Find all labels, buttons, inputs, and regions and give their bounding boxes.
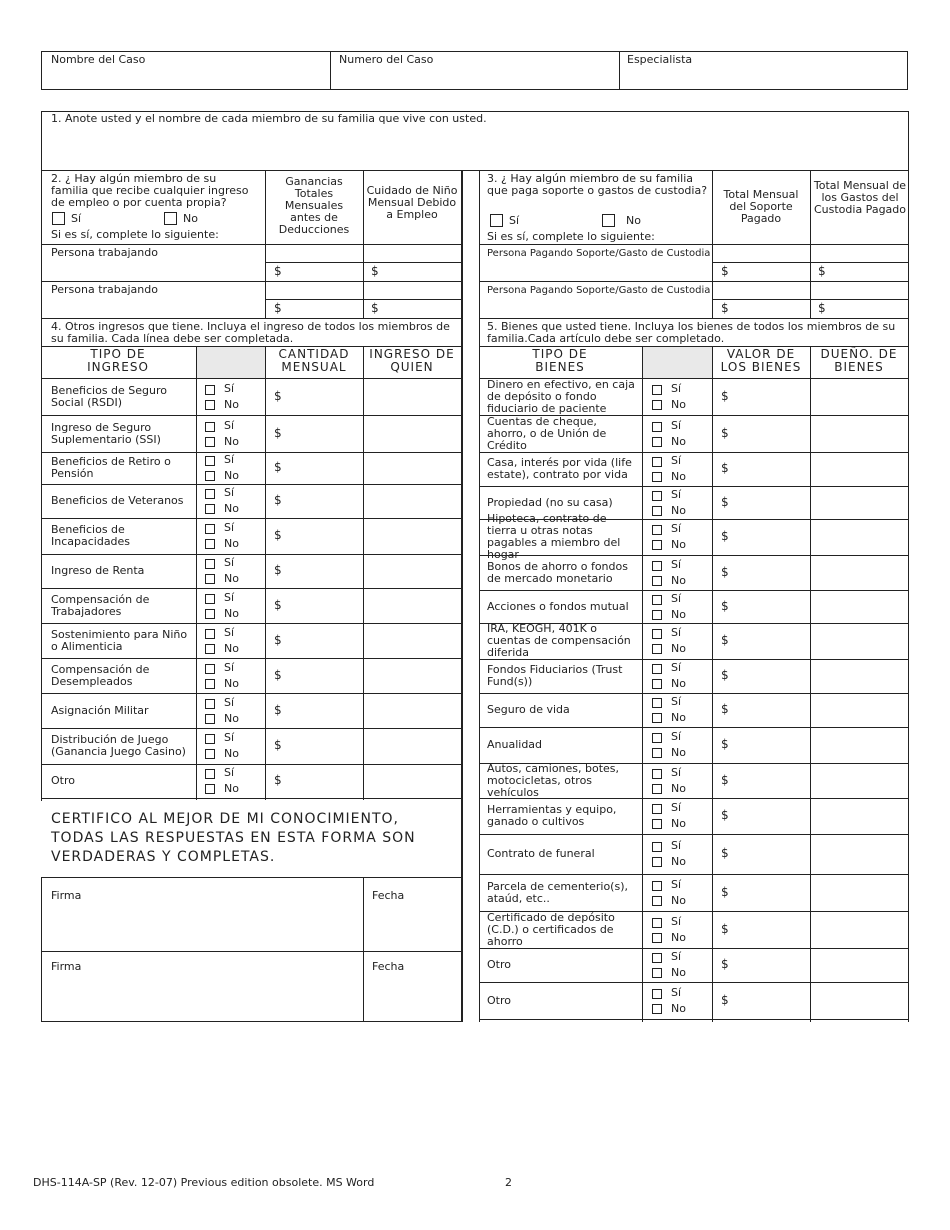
row-divider — [479, 452, 908, 453]
q4-row-type: Beneficios de Veteranos — [51, 494, 184, 507]
q5-row-yes-checkbox[interactable] — [652, 664, 662, 674]
q4-row-no-checkbox[interactable] — [205, 539, 215, 549]
q5-row-amount-dollar[interactable]: $ — [721, 737, 729, 751]
q3-no-label: No — [626, 214, 641, 227]
q5-row-amount-dollar[interactable]: $ — [721, 633, 729, 647]
divider — [712, 262, 908, 263]
q2-col-earnings: Ganancias Totales Mensuales antes de Deducciones — [278, 175, 350, 236]
q4-row-no-label: No — [224, 572, 239, 585]
q5-header-value: VALOR DE LOS BIENES — [720, 347, 802, 374]
q3-dollar[interactable]: $ — [818, 264, 826, 278]
q4-row-yes-checkbox[interactable] — [205, 456, 215, 466]
q4-row-amount-dollar[interactable]: $ — [274, 667, 282, 682]
q4-row-no-checkbox[interactable] — [205, 784, 215, 794]
q4-row-no-checkbox[interactable] — [205, 471, 215, 481]
row-divider — [41, 623, 461, 624]
q2-dollar[interactable]: $ — [274, 301, 282, 315]
q3-person-2[interactable]: Persona Pagando Soporte/Gasto de Custodia — [487, 285, 711, 296]
q5-row-no-label: No — [671, 893, 686, 907]
divider — [712, 299, 908, 300]
divider — [41, 318, 461, 319]
q5-row-yes-label: Sí — [671, 765, 682, 779]
q5-row-no-checkbox[interactable] — [652, 506, 662, 516]
q4-row-yes-checkbox[interactable] — [205, 385, 215, 395]
q3-dollar[interactable]: $ — [721, 301, 729, 315]
q5-row-type: Cuentas de cheque, ahorro, o de Unión de Crédito — [487, 414, 607, 452]
q4-row-no-checkbox[interactable] — [205, 609, 215, 619]
q5-row-type: Seguro de vida — [487, 703, 570, 716]
q5-row-amount-dollar[interactable]: $ — [721, 921, 729, 936]
q4-row-yes-label: Sí — [224, 486, 235, 499]
q4-row-type: Distribución de Juego (Ganancia Juego Casino) — [51, 733, 186, 758]
row-divider — [479, 1019, 908, 1020]
q5-row-yes-checkbox[interactable] — [652, 422, 662, 432]
q5-row-no-checkbox[interactable] — [652, 748, 662, 758]
row-divider — [479, 834, 908, 835]
q3-col-support: Total Mensual del Soporte Pagado — [723, 188, 799, 225]
q5-row-type: Casa, interés por vida (life estate), contrato por vida — [487, 456, 632, 481]
q4-row-amount-dollar[interactable]: $ — [274, 738, 282, 752]
row-divider — [479, 659, 908, 660]
q5-row-yes-label: Sí — [671, 557, 682, 571]
q3-dollar[interactable]: $ — [818, 301, 826, 315]
q4-row-no-label: No — [224, 782, 239, 795]
q2-question: 2. ¿ Hay algún miembro de su familia que recibe cualquier ingreso de empleo o por cuenta propia? — [51, 172, 249, 209]
q5-row-amount-dollar[interactable]: $ — [721, 668, 729, 682]
q5-row-type: Hipoteca, contrato de tierra u otras notas pagables a miembro del hogar — [487, 512, 621, 561]
q4-row-no-label: No — [224, 747, 239, 760]
q4-row-no-checkbox[interactable] — [205, 574, 215, 584]
q5-row-type: Otro — [487, 958, 511, 971]
q4-row-no-label: No — [224, 397, 239, 411]
q4-label: 4. Otros ingresos que tiene. Incluya el ingreso de todos los miembros de su familia. Cada línea debe ser completada. — [51, 320, 450, 345]
q4-row-no-label: No — [224, 641, 239, 655]
q5-row-type: Autos, camiones, botes, motocicletas, otros vehículos — [487, 761, 620, 799]
q5-row-no-label: No — [671, 503, 686, 517]
q5-row-no-label: No — [671, 817, 686, 830]
specialist-field[interactable]: Especialista — [627, 53, 693, 66]
q4-row-type: Otro — [51, 774, 75, 787]
q5-row-no-checkbox[interactable] — [652, 857, 662, 867]
row-divider — [479, 590, 908, 591]
q4-row-yes-label: Sí — [224, 731, 235, 744]
row-divider — [41, 658, 461, 659]
q4-row-no-checkbox[interactable] — [205, 644, 215, 654]
q5-row-amount-dollar[interactable]: $ — [721, 461, 729, 475]
q4-row-yes-label: Sí — [224, 660, 235, 674]
divider — [642, 346, 643, 1022]
q2-col-childcare: Cuidado de Niño Mensual Debido a Empleo — [366, 184, 458, 221]
q4-row-yes-checkbox[interactable] — [205, 559, 215, 569]
q5-header-owner: DUEÑO. DE BIENES — [820, 347, 898, 374]
shaded-header — [643, 347, 712, 378]
q5-row-no-checkbox[interactable] — [652, 679, 662, 689]
q5-row-amount-dollar[interactable]: $ — [721, 884, 729, 899]
divider — [265, 262, 461, 263]
q4-row-amount-dollar[interactable]: $ — [274, 773, 282, 787]
divider — [41, 281, 461, 282]
row-divider — [479, 874, 908, 875]
q4-row-yes-label: Sí — [224, 695, 235, 709]
q4-row-type: Beneficios de Incapacidades — [51, 523, 131, 548]
q4-row-no-checkbox[interactable] — [205, 437, 215, 447]
q5-row-amount-dollar[interactable]: $ — [721, 702, 729, 716]
q4-row-amount-dollar[interactable]: $ — [274, 388, 282, 403]
q5-row-yes-checkbox[interactable] — [652, 491, 662, 501]
page-number: 2 — [505, 1176, 512, 1189]
q5-row-yes-label: Sí — [671, 985, 682, 999]
row-divider — [41, 415, 461, 416]
q4-row-type: Ingreso de Seguro Suplementario (SSI) — [51, 420, 161, 446]
q5-row-amount-dollar[interactable]: $ — [721, 846, 729, 860]
q4-row-no-checkbox[interactable] — [205, 714, 215, 724]
q5-row-yes-checkbox[interactable] — [652, 881, 662, 891]
q4-row-yes-checkbox[interactable] — [205, 629, 215, 639]
q5-row-yes-checkbox[interactable] — [652, 918, 662, 928]
case-header-box — [41, 51, 908, 90]
q5-row-yes-checkbox[interactable] — [652, 457, 662, 467]
q4-row-yes-checkbox[interactable] — [205, 734, 215, 744]
row-divider — [479, 727, 908, 728]
q5-row-no-label: No — [671, 434, 686, 448]
q4-row-yes-checkbox[interactable] — [205, 664, 215, 674]
divider — [479, 281, 908, 282]
q5-row-type: Bonos de ahorro o fondos de mercado monetario — [487, 559, 628, 585]
q5-row-no-label: No — [671, 1001, 686, 1015]
q5-row-no-checkbox[interactable] — [652, 644, 662, 654]
q4-row-yes-label: Sí — [224, 521, 235, 534]
q5-row-no-label: No — [671, 966, 686, 979]
row-divider — [41, 693, 461, 694]
q5-row-no-checkbox[interactable] — [652, 968, 662, 978]
q5-row-no-checkbox[interactable] — [652, 400, 662, 410]
q4-row-no-label: No — [224, 676, 239, 690]
q5-row-yes-checkbox[interactable] — [652, 595, 662, 605]
q5-row-type: Contrato de funeral — [487, 847, 595, 860]
q4-row-no-checkbox[interactable] — [205, 749, 215, 759]
q5-row-type: Parcela de cementerio(s), ataúd, etc.. — [487, 879, 628, 905]
q2-yes-checkbox[interactable] — [52, 212, 65, 225]
q4-row-yes-label: Sí — [224, 418, 235, 432]
q5-row-no-label: No — [671, 746, 686, 759]
q5-row-no-label: No — [671, 711, 686, 724]
q5-row-no-label: No — [671, 397, 686, 411]
q4-row-amount-dollar[interactable]: $ — [274, 528, 282, 542]
q3-if-yes: Si es sí, complete lo siguiente: — [487, 230, 655, 243]
q5-row-yes-label: Sí — [671, 877, 682, 891]
q4-header-from: INGRESO DE QUIEN — [369, 347, 455, 374]
divider — [41, 378, 461, 379]
q5-row-amount-dollar[interactable]: $ — [721, 564, 729, 579]
q5-row-amount-dollar[interactable]: $ — [721, 957, 729, 971]
q5-row-no-checkbox[interactable] — [652, 819, 662, 829]
q5-row-yes-checkbox[interactable] — [652, 629, 662, 639]
q5-row-yes-label: Sí — [671, 454, 682, 467]
q5-row-no-label: No — [671, 855, 686, 868]
q5-row-no-label: No — [671, 607, 686, 621]
divider — [712, 346, 713, 1022]
q5-row-yes-checkbox[interactable] — [652, 769, 662, 779]
q4-row-yes-label: Sí — [224, 766, 235, 779]
q5-row-amount-dollar[interactable]: $ — [721, 425, 729, 440]
q5-row-amount-dollar[interactable]: $ — [721, 529, 729, 543]
q4-row-type: Sostenimiento para Niño o Alimenticia — [51, 627, 188, 653]
row-divider — [479, 982, 908, 983]
q5-row-yes-label: Sí — [671, 839, 682, 852]
divider — [41, 1021, 462, 1022]
q4-row-amount-dollar[interactable]: $ — [274, 597, 282, 612]
q3-dollar[interactable]: $ — [721, 264, 729, 278]
q4-row-yes-checkbox[interactable] — [205, 524, 215, 534]
divider — [479, 244, 908, 245]
date-2[interactable]: Fecha — [372, 960, 405, 973]
q4-row-type: Compensación de Desempleados — [51, 662, 150, 688]
q5-row-type: Herramientas y equipo, ganado o cultivos — [487, 803, 617, 828]
q5-row-no-checkbox[interactable] — [652, 933, 662, 943]
q4-header-amount: CANTIDAD MENSUAL — [278, 347, 350, 374]
q5-row-no-label: No — [671, 930, 686, 944]
q4-row-yes-label: Sí — [224, 381, 235, 395]
q5-row-type: Dinero en efectivo, en caja de depósito o fondo fiduciario de paciente — [487, 377, 635, 415]
q4-header-type: TIPO DE INGRESO — [87, 347, 149, 374]
row-divider — [41, 798, 461, 799]
divider — [41, 244, 461, 245]
q5-row-amount-dollar[interactable]: $ — [721, 772, 729, 787]
q2-no-checkbox[interactable] — [164, 212, 177, 225]
q5-row-no-label: No — [671, 677, 686, 690]
row-divider — [41, 452, 461, 453]
row-divider — [479, 693, 908, 694]
q2-dollar[interactable]: $ — [371, 264, 379, 278]
q4-row-no-checkbox[interactable] — [205, 400, 215, 410]
q4-row-amount-dollar[interactable]: $ — [274, 460, 282, 474]
q4-row-yes-checkbox[interactable] — [205, 769, 215, 779]
divider — [41, 877, 42, 1022]
row-divider — [41, 484, 461, 485]
row-divider — [479, 486, 908, 487]
q4-row-yes-checkbox[interactable] — [205, 489, 215, 499]
q5-row-yes-label: Sí — [671, 418, 682, 432]
q4-row-type: Beneficios de Seguro Social (RSDI) — [51, 383, 168, 409]
q3-yes-label: Sí — [509, 214, 520, 227]
q5-row-yes-label: Sí — [671, 695, 682, 708]
q4-row-amount-dollar[interactable]: $ — [274, 563, 282, 577]
q5-row-type: Propiedad (no su casa) — [487, 495, 613, 509]
divider — [41, 951, 461, 952]
q5-row-no-label: No — [671, 470, 686, 483]
q5-row-no-checkbox[interactable] — [652, 437, 662, 447]
q5-row-no-label: No — [671, 781, 686, 795]
q5-row-no-checkbox[interactable] — [652, 896, 662, 906]
row-divider — [41, 588, 461, 589]
row-divider — [41, 728, 461, 729]
q5-header-type: TIPO DE BIENES — [532, 347, 588, 374]
q4-row-yes-label: Sí — [224, 556, 235, 569]
q3-question: 3. ¿ Hay algún miembro de su familia que paga soporte o gastos de custodia? — [487, 172, 708, 197]
q3-yes-checkbox[interactable] — [490, 214, 503, 227]
q5-row-no-checkbox[interactable] — [652, 784, 662, 794]
q5-row-yes-checkbox[interactable] — [652, 842, 662, 852]
row-divider — [479, 948, 908, 949]
divider — [619, 51, 620, 90]
q5-row-no-label: No — [671, 538, 686, 551]
q2-yes-label: Sí — [71, 212, 82, 225]
signature-2[interactable]: Firma — [51, 960, 82, 973]
q5-row-yes-checkbox[interactable] — [652, 385, 662, 395]
q3-col-custody: Total Mensual de los Gastos del Custodia Pagado — [813, 179, 907, 216]
date-1[interactable]: Fecha — [372, 889, 405, 902]
q5-row-no-checkbox[interactable] — [652, 540, 662, 550]
q4-row-amount-dollar[interactable]: $ — [274, 702, 282, 717]
q5-row-no-label: No — [671, 573, 686, 587]
q5-row-no-label: No — [671, 642, 686, 655]
q5-row-yes-checkbox[interactable] — [652, 698, 662, 708]
center-border — [461, 171, 463, 1022]
q5-row-yes-label: Sí — [671, 591, 682, 605]
case-number-field[interactable]: Numero del Caso — [339, 53, 434, 66]
divider — [265, 299, 461, 300]
q5-row-no-checkbox[interactable] — [652, 1004, 662, 1014]
q4-row-no-checkbox[interactable] — [205, 504, 215, 514]
signature-1[interactable]: Firma — [51, 889, 82, 902]
q5-row-no-checkbox[interactable] — [652, 713, 662, 723]
q5-row-type: IRA, KEOGH, 401K o cuentas de compensación diferida — [487, 622, 631, 659]
divider — [41, 877, 461, 878]
right-border — [908, 171, 909, 1022]
q5-row-yes-label: Sí — [671, 950, 682, 963]
q4-row-no-label: No — [224, 606, 239, 620]
q5-row-yes-label: Sí — [671, 522, 682, 535]
q4-row-amount-dollar[interactable]: $ — [274, 632, 282, 647]
row-divider — [41, 764, 461, 765]
q4-row-type: Beneficios de Retiro o Pensión — [51, 455, 171, 480]
q2-dollar[interactable]: $ — [274, 264, 282, 278]
form-id: DHS-114A-SP (Rev. 12-07) Previous edition obsolete. MS Word — [33, 1176, 375, 1189]
q1-label: 1. Anote usted y el nombre de cada miembro de su familia que vive con usted. — [51, 112, 487, 125]
q5-row-no-checkbox[interactable] — [652, 472, 662, 482]
q5-row-no-checkbox[interactable] — [652, 576, 662, 586]
q5-row-yes-label: Sí — [671, 381, 682, 395]
q5-row-yes-label: Sí — [671, 661, 682, 674]
q4-row-no-checkbox[interactable] — [205, 679, 215, 689]
left-border — [41, 171, 42, 801]
q4-row-no-label: No — [224, 537, 239, 550]
q4-row-yes-checkbox[interactable] — [205, 422, 215, 432]
q5-row-yes-label: Sí — [671, 730, 682, 743]
q4-row-type: Ingreso de Renta — [51, 564, 145, 577]
divider — [330, 51, 331, 90]
q5-row-type: Acciones o fondos mutual — [487, 599, 629, 613]
q5-row-yes-label: Sí — [671, 487, 682, 501]
divider — [810, 346, 811, 1022]
q4-row-yes-label: Sí — [224, 625, 235, 639]
q3-person-1[interactable]: Persona Pagando Soporte/Gasto de Custodia — [487, 248, 711, 259]
q2-person-2[interactable]: Persona trabajando — [51, 283, 158, 296]
q4-row-no-label: No — [224, 434, 239, 448]
row-divider — [41, 518, 461, 519]
q5-row-type: Otro — [487, 993, 511, 1007]
q5-row-yes-checkbox[interactable] — [652, 989, 662, 999]
q4-row-amount-dollar[interactable]: $ — [274, 493, 282, 507]
q4-row-yes-checkbox[interactable] — [205, 594, 215, 604]
q5-row-yes-checkbox[interactable] — [652, 561, 662, 571]
q5-row-type: Anualidad — [487, 738, 543, 751]
q5-row-type: Fondos Fiduciarios (Trust Fund(s)) — [487, 663, 623, 688]
q2-person-1[interactable]: Persona trabajando — [51, 246, 158, 259]
q4-row-yes-label: Sí — [224, 453, 235, 466]
q3-no-checkbox[interactable] — [602, 214, 615, 227]
q5-row-yes-label: Sí — [671, 914, 682, 928]
q5-row-yes-label: Sí — [671, 801, 682, 814]
q5-row-yes-checkbox[interactable] — [652, 733, 662, 743]
q4-row-amount-dollar[interactable]: $ — [274, 425, 282, 440]
q2-dollar[interactable]: $ — [371, 301, 379, 315]
shaded-header — [196, 347, 265, 378]
q5-row-yes-checkbox[interactable] — [652, 953, 662, 963]
q5-row-amount-dollar[interactable]: $ — [721, 992, 729, 1007]
divider — [479, 318, 908, 319]
q5-label: 5. Bienes que usted tiene. Incluya los bienes de todos los miembros de su familia.Cada artículo debe ser completado. — [487, 320, 896, 345]
case-name-field[interactable]: Nombre del Caso — [51, 53, 146, 66]
q4-row-yes-label: Sí — [224, 590, 235, 604]
q2-no-label: No — [183, 212, 198, 225]
q5-row-yes-label: Sí — [671, 626, 682, 639]
divider — [363, 877, 364, 1022]
q4-row-no-label: No — [224, 469, 239, 482]
q5-row-amount-dollar[interactable]: $ — [721, 388, 729, 403]
certification-statement: CERTIFICO AL MEJOR DE MI CONOCIMIENTO, TODAS LAS RESPUESTAS EN ESTA FORMA SON VERDADERAS Y COMPLETAS. — [51, 811, 416, 865]
q5-row-yes-checkbox[interactable] — [652, 804, 662, 814]
q5-row-type: Certificado de depósito (C.D.) o certificados de ahorro — [487, 910, 615, 948]
q2-if-yes: Si es sí, complete lo siguiente: — [51, 228, 219, 241]
q4-row-yes-checkbox[interactable] — [205, 699, 215, 709]
q5-row-yes-checkbox[interactable] — [652, 525, 662, 535]
q5-row-no-checkbox[interactable] — [652, 610, 662, 620]
row-divider — [41, 554, 461, 555]
q4-row-no-label: No — [224, 502, 239, 515]
q5-row-amount-dollar[interactable]: $ — [721, 494, 729, 509]
center-border-right — [479, 171, 480, 1022]
q4-row-no-label: No — [224, 711, 239, 725]
q4-row-type: Compensación de Trabajadores — [51, 592, 150, 618]
q5-row-amount-dollar[interactable]: $ — [721, 598, 729, 613]
q5-row-amount-dollar[interactable]: $ — [721, 808, 729, 822]
q4-row-type: Asignación Militar — [51, 703, 149, 717]
